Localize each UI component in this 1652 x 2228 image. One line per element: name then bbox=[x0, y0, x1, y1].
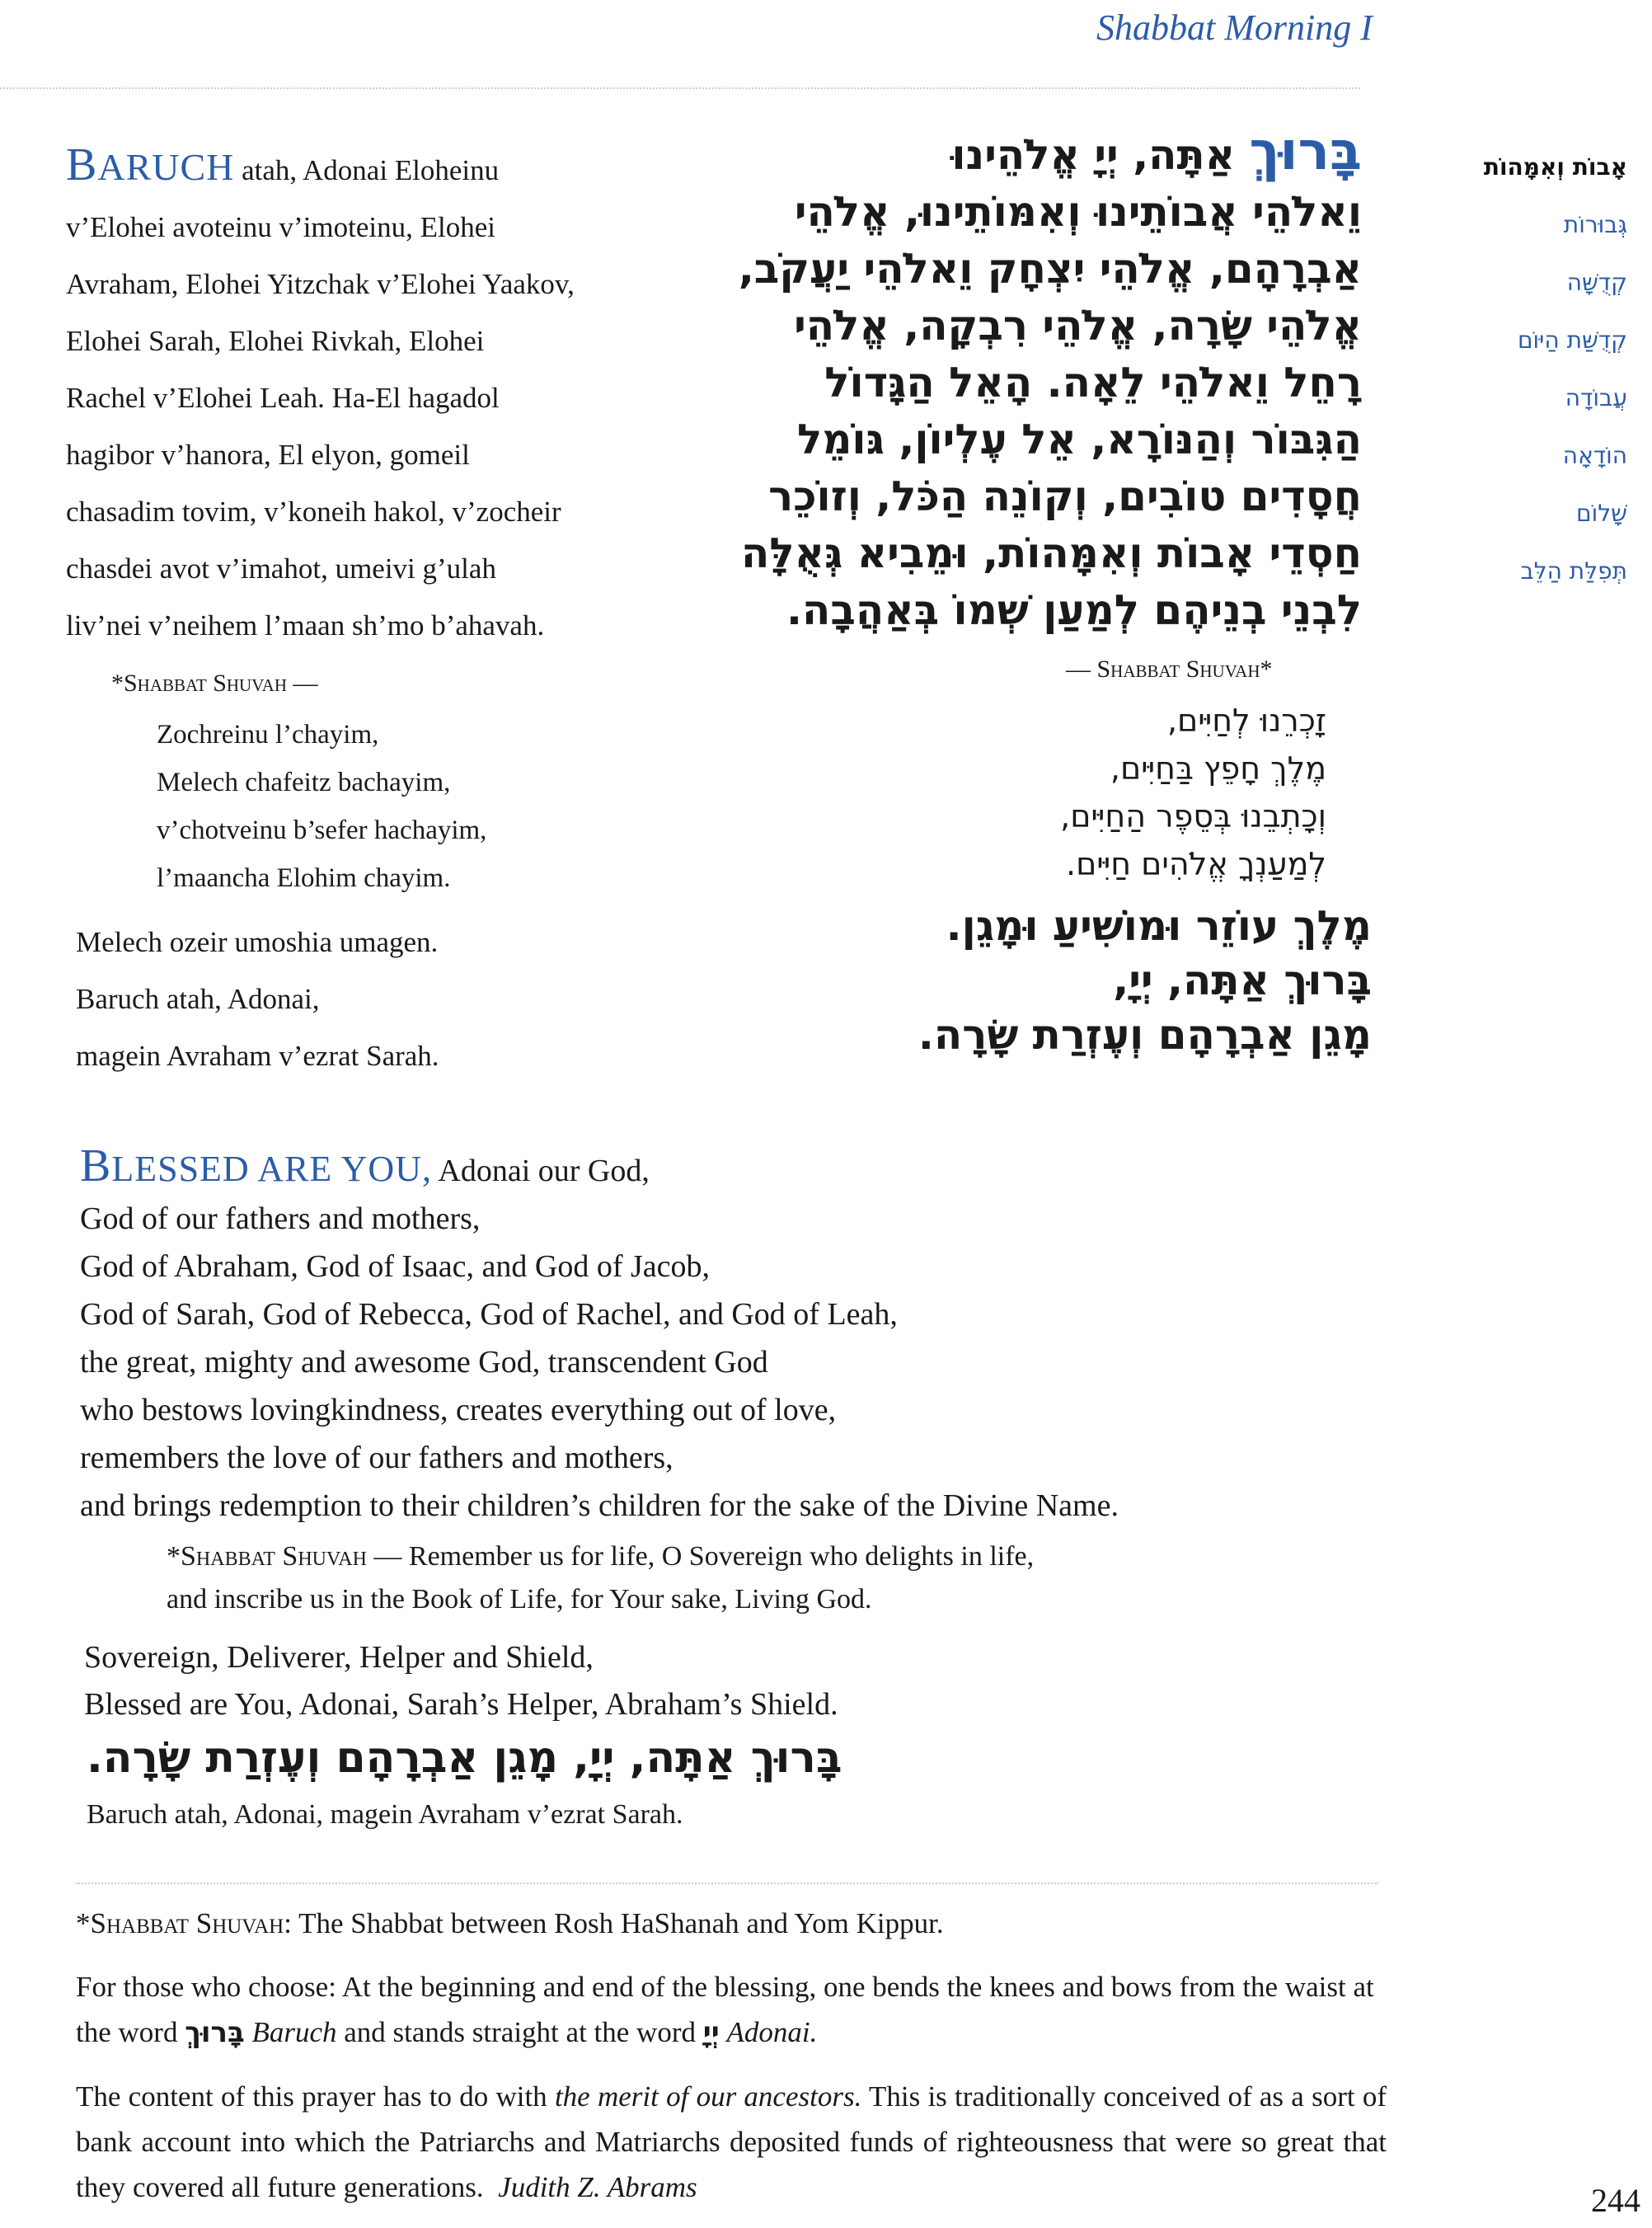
hebrew-line: הַגִּבּוֹר וְהַנּוֹרָא, אֵל עֶלְיוֹן, גּוֹמֵל bbox=[796, 416, 1362, 463]
hebrew-line: אַבְרָהָם, אֱלֹהֵי יִצְחָק וֵאלֹהֵי יַעֲקֹב, bbox=[738, 245, 1362, 293]
shuvah-label-translit: *Shabbat Shuvah — bbox=[111, 670, 318, 697]
shuvah-line: וְכָתְבֵנוּ בְּסֵפֶר הַחַיִּים, bbox=[1060, 798, 1326, 834]
transliteration-closing bbox=[76, 914, 439, 1084]
page-number: 244 bbox=[1591, 2182, 1640, 2219]
hebrew-first-word: בָּרוּךְ bbox=[1249, 121, 1362, 182]
running-head: Shabbat Morning I bbox=[1096, 7, 1373, 48]
hebrew-line: חֲסָדִים טוֹבִים, וְקוֹנֵה הַכֹּל, וְזוֹכֵר bbox=[768, 472, 1362, 520]
transliteration-line: liv’nei v’neihem l’maan sh’mo b’ahavah. bbox=[66, 609, 545, 642]
hebrew-line: אֱלֹהֵי שָׂרָה, אֱלֹהֵי רִבְקָה, אֱלֹהֵי bbox=[794, 302, 1362, 350]
section-nav-item-tefilat-halev[interactable]: תְּפִלַּת הַלֵּב bbox=[1520, 557, 1627, 585]
shuvah-label-english: *Shabbat Shuvah — bbox=[167, 1541, 402, 1572]
hebrew-line: לִבְנֵי בְנֵיהֶם לְמַעַן שְׁמוֹ בְּאַהֲבָה. bbox=[786, 586, 1362, 634]
shuvah-line: מֶלֶךְ חָפֵץ בַּחַיִּים, bbox=[1110, 750, 1326, 787]
shuvah-line: l’maancha Elohim chayim. bbox=[157, 863, 451, 893]
english-line: God of Sarah, God of Rebecca, God of Rachel, and God of Leah, bbox=[80, 1297, 898, 1332]
dropcap: BLESSED ARE YOU, bbox=[80, 1140, 432, 1192]
shuvah-line: לְמַעַנְךָ אֱלֹהִים חַיִּים. bbox=[1065, 846, 1326, 882]
section-nav-item-gevurot[interactable]: גְּבוּרוֹת bbox=[1563, 211, 1627, 238]
english-line: God of our fathers and mothers, bbox=[80, 1201, 481, 1236]
english-closing bbox=[84, 1634, 838, 1728]
english-line: the great, mighty and awesome God, transcendent God bbox=[80, 1345, 768, 1380]
commentary: The content of this prayer has to do with the merit of our ancestors. This is traditionally conceived of as a sort of bank account into which the Patriarchs and Matriarchs deposited funds of righteousness that were so great that they covered all future generations. Judith Z. Abrams bbox=[76, 2080, 1387, 2203]
shuvah-label-hebrew: — Shabbat Shuvah* bbox=[1066, 656, 1273, 683]
transliteration-line: Avraham, Elohei Yitzchak v’Elohei Yaakov, bbox=[66, 268, 575, 300]
hebrew-line: וֵאלֹהֵי אֲבוֹתֵינוּ וְאִמּוֹתֵינוּ, אֱלֹהֵי bbox=[794, 188, 1362, 236]
transliteration-line: magein Avraham v’ezrat Sarah. bbox=[76, 1040, 439, 1072]
footnote-bowing: For those who choose: At the beginning and end of the blessing, one bends the knees and bows from the waist at the word בָּרוּךְ Baruch and stands straight at the word יְיָ Adonai. bbox=[76, 1971, 1374, 2049]
transliteration-chatimah: Baruch atah, Adonai, magein Avraham v’ezrat Sarah. bbox=[87, 1799, 683, 1830]
section-nav-item-hodaah[interactable]: הוֹדָאָה bbox=[1562, 442, 1627, 469]
section-nav bbox=[1484, 139, 1627, 600]
hebrew-line: מֶלֶךְ עוֹזֵר וּמוֹשִׁיעַ וּמָגֵן. bbox=[946, 902, 1372, 950]
shuvah-insert-english bbox=[167, 1535, 1034, 1621]
shuvah-line: v’chotveinu b’sefer hachayim, bbox=[157, 816, 487, 845]
commentary-author: Judith Z. Abrams bbox=[498, 2171, 697, 2203]
shuvah-insert-translit bbox=[157, 711, 486, 902]
shuvah-line: *Shabbat Shuvah — Remember us for life, O Sovereign who delights in life, bbox=[167, 1541, 1035, 1572]
dropcap: BARUCH bbox=[66, 139, 235, 190]
shuvah-line: זָכְרֵנוּ לְחַיִּים, bbox=[1166, 703, 1326, 739]
english-line: God of Abraham, God of Isaac, and God of Jacob, bbox=[80, 1249, 711, 1284]
transliteration-line: Elohei Sarah, Elohei Rivkah, Elohei bbox=[66, 325, 485, 357]
transliteration-line: v’Elohei avoteinu v’imoteinu, Elohei bbox=[66, 211, 495, 243]
transliteration-line: chasadim tovim, v’koneih hakol, v’zocheir bbox=[66, 496, 561, 528]
footnote-shuvah: *Shabbat Shuvah: The Shabbat between Rosh HaShanah and Yom Kippur. bbox=[76, 1907, 944, 1939]
english-line: Blessed are You, Adonai, Sarah’s Helper, Abraham’s Shield. bbox=[84, 1687, 838, 1722]
shuvah-line: Melech chafeitz bachayim, bbox=[157, 768, 451, 797]
hebrew-line: חַסְדֵי אָבוֹת וְאִמָּהוֹת, וּמֵבִיא גְּאֻלָּה bbox=[740, 529, 1362, 577]
transliteration-line: Baruch atah, Adonai, bbox=[76, 983, 320, 1015]
section-nav-item-avodah[interactable]: עֲבוֹדָה bbox=[1565, 384, 1627, 411]
shuvah-line: and inscribe us in the Book of Life, for Your sake, Living God. bbox=[167, 1584, 872, 1615]
hebrew-block bbox=[620, 121, 1362, 639]
hebrew-line: מָגֵן אַבְרָהָם וְעֶזְרַת שָׂרָה. bbox=[918, 1011, 1372, 1059]
footnote-divider bbox=[76, 1883, 1378, 1884]
hebrew-line: בָּרוּךְ אַתָּה, יְיָ, bbox=[1113, 957, 1372, 1004]
footnotes bbox=[76, 1901, 1387, 2228]
hebrew-closing bbox=[918, 899, 1372, 1062]
top-divider bbox=[0, 87, 1360, 89]
english-line: BLESSED ARE YOU, Adonai our God, bbox=[80, 1140, 650, 1192]
english-line: who bestows lovingkindness, creates everything out of love, bbox=[80, 1393, 837, 1427]
section-nav-item-shalom[interactable]: שָׁלוֹם bbox=[1576, 500, 1627, 527]
transliteration-line: chasdei avot v’imahot, umeivi g’ulah bbox=[66, 552, 496, 585]
transliteration-line: hagibor v’hanora, El elyon, gomeil bbox=[66, 439, 470, 471]
english-line: and brings redemption to their children’s children for the sake of the Divine Name. bbox=[80, 1488, 1119, 1523]
english-line: Sovereign, Deliverer, Helper and Shield, bbox=[84, 1640, 594, 1675]
section-nav-item-avot[interactable]: אָבוֹת וְאִמָּהוֹת bbox=[1483, 153, 1627, 181]
hebrew-line: בָּרוּךְ אַתָּה, יְיָ אֱלֹהֵינוּ bbox=[951, 121, 1362, 182]
section-nav-item-kedushat-hayom[interactable]: קְדֻשַּׁת הַיּוֹם bbox=[1517, 327, 1627, 354]
english-translation bbox=[80, 1142, 1399, 1530]
section-nav-item-kedushah[interactable]: קְדֻשָּׁה bbox=[1566, 269, 1627, 296]
english-line: remembers the love of our fathers and mothers, bbox=[80, 1441, 673, 1475]
hebrew-chatimah: בָּרוּךְ אַתָּה, יְיָ, מָגֵן אַבְרָהָם וְעֶזְרַת שָׂרָה. bbox=[87, 1733, 842, 1783]
shuvah-line: Zochreinu l’chayim, bbox=[157, 720, 379, 750]
hebrew-line: רָחֵל וֵאלֹהֵי לֵאָה. הָאֵל הַגָּדוֹל bbox=[824, 359, 1362, 407]
transliteration-block bbox=[66, 137, 643, 654]
transliteration-line: BARUCH atah, Adonai Eloheinu bbox=[66, 139, 500, 190]
transliteration-line: Rachel v’Elohei Leah. Ha-El hagadol bbox=[66, 382, 500, 414]
shuvah-insert-hebrew bbox=[1060, 697, 1326, 888]
transliteration-line: Melech ozeir umoshia umagen. bbox=[76, 926, 439, 958]
